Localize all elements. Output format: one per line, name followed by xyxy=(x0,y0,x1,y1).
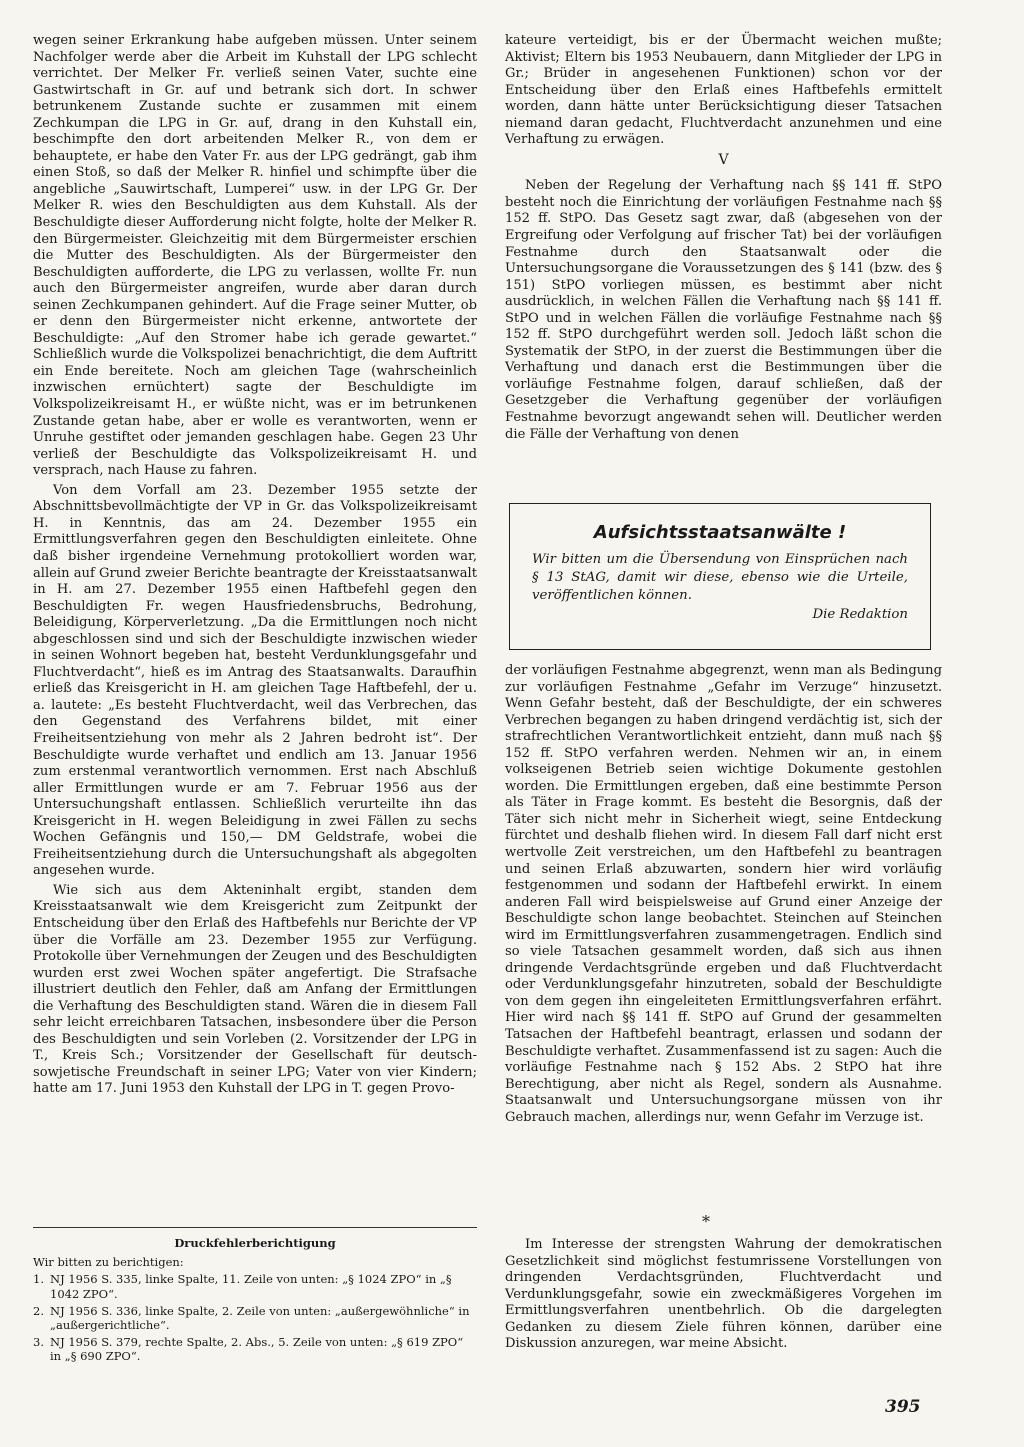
errata-item-number: 3. xyxy=(33,1335,44,1350)
paragraph: der vorläufigen Festnahme abgegrenzt, wenn man als Bedingung zur vorläufigen Festnahme „Gefahr im Verzuge“ hinzusetzt. Wenn Gefahr besteht, daß der Beschuldigte, der ein schweres Verbrechen begangen zu haben dringend verdächtig ist, sich der strafrechtlichen Verantwortlichkeit entzieht, dann muß nach §§ 152 ff. StPO verfahren werden. Nehmen wir an, in einem volkseigenen Betrieb seien wichtige Dokumente gestohlen worden. Die Ermittlungen ergeben, daß eine bestimmte Person als Täter in Frage kommt. Es besteht die Besorgnis, daß der Täter sich nicht mehr in Sicherheit wiegt, seine Entdeckung fürchtet und deshalb fliehen wird. In diesem Fall darf nicht erst wertvolle Zeit verstreichen, um den Haftbefehl zu beantragen und seinen Erlaß abzuwarten, sondern hier wird vorläufig festgenommen und sodann der Haftbefehl erwirkt. In einem anderen Fall wird beispielsweise auf Grund einer Anzeige der Beschuldigte schon lange beobachtet. Steinchen auf Steinchen wird im Ermittlungsverfahren zusammengetragen. Endlich sind so viele Tatsachen gesammelt worden, daß sich aus ihnen dringende Verdachtsgründe ergeben und daß Fluchtverdacht oder Verdunklungsgefahr hinzutreten, sobald der Beschuldigte von dem gegen ihn eingeleiteten Ermittlungsverfahren erfährt. Hier wird nach §§ 141 ff. StPO auf Grund der gesammelten Tatsachen der Haftbefehl beantragt, erlassen und sodann der Beschuldigte verhaftet. Zusammenfassend ist zu sagen: Auch die vorläufige Festnahme nach § 152 Abs. 2 StPO hat ihre Berechtigung, aber nicht als Regel, sondern als Ausnahme. Staatsanwalt und Untersuchungsorgane müssen von ihr Gebrauch machen, allerdings nur, wenn Gefahr im Verzuge ist. xyxy=(505,663,942,1125)
notice-box xyxy=(509,503,931,650)
paragraph: Im Interesse der strengsten Wahrung der demokratischen Gesetzlichkeit sind möglichst festumrissene Vorstellungen von dringenden Verdachtsgründen, Fluchtverdacht und Verdunklungsgefahr, sowie ein zweckmäßigeres Vorgehen im Ermittlungsverfahren unentbehrlich. Ob die dargelegten Gedanken zu diesem Ziele führen können, darüber eine Diskussion anzuregen, war meine Absicht. xyxy=(505,1237,942,1352)
paragraph: Wie sich aus dem Akteninhalt ergibt, standen dem Kreisstaatsanwalt wie dem Kreisgericht zum Zeitpunkt der Entscheidung über den Erlaß des Haftbefehls nur Berichte der VP über die Vorfälle am 23. Dezember 1955 zur Verfügung. Protokolle über Vernehmungen der Zeugen und des Beschuldigten wurden erst zwei Wochen später angefertigt. Die Strafsache illustriert deutlich den Fehler, daß am Anfang der Ermittlungen die Verhaftung des Beschuldigten stand. Wären die in diesem Fall sehr leicht erreichbaren Tatsachen, insbesondere über die Person des Beschuldigten und sein Vorleben (2. Vorsitzender der LPG in T., Kreis Sch.; Vorsitzender der Gesellschaft für deutsch-sowjetische Freundschaft in seiner LPG; Vater von vier Kindern; hatte am 17. Juni 1953 den Kuhstall der LPG in T. gegen Provo- xyxy=(33,882,477,1097)
errata-divider xyxy=(33,1227,477,1228)
closing-paragraph-block xyxy=(505,1237,942,1353)
errata-item-text: NJ 1956 S. 335, linke Spalte, 11. Zeile von unten: „§ 1024 ZPO“ in „§ 1042 ZPO“. xyxy=(50,1272,452,1301)
notice-title: Aufsichtsstaatsanwälte ! xyxy=(593,522,847,543)
right-column-top xyxy=(505,33,942,443)
errata-item xyxy=(33,1272,477,1300)
errata-intro: Wir bitten zu berichtigen: xyxy=(33,1255,184,1270)
notice-signature: Die Redaktion xyxy=(812,607,908,622)
errata-item xyxy=(33,1335,477,1363)
errata-item xyxy=(33,1304,477,1332)
errata-item-number: 1. xyxy=(33,1272,44,1287)
notice-body: Wir bitten um die Übersendung von Einsprüchen nach § 13 StAG, damit wir diese, ebenso wie die Urteile, veröffentlichen können. xyxy=(532,552,908,603)
right-column-bottom xyxy=(505,663,942,1126)
errata-title: Druckfehlerberichtigung xyxy=(174,1236,336,1250)
paragraph: Von dem Vorfall am 23. Dezember 1955 setzte der Abschnittsbevollmächtigte der VP in Gr. das Volkspolizeikreisamt H. in Kenntnis, das am 24. Dezember 1955 ein Ermittlungsverfahren gegen den Beschuldigten einleitete. Ohne daß bisher irgendeine Vernehmung protokolliert worden war, allein auf Grund zweier Berichte beantragte der Kreisstaatsanwalt in H. am 27. Dezember 1955 einen Haftbefehl gegen den Beschuldigten Fr. wegen Hausfriedensbruchs, Bedrohung, Beleidigung, Körperverletzung. „Da die Ermittlungen noch nicht abgeschlossen sind und sich der Beschuldigte inzwischen wieder in seinen Wohnort begeben hat, besteht Verdunklungsgefahr und Fluchtverdacht“, hieß es im Antrag des Staatsanwalts. Daraufhin erließ das Kreisgericht in H. am gleichen Tage Haftbefehl, der u. a. lautete: „Es besteht Fluchtverdacht, weil das Verbrechen, das den Gegenstand des Verfahrens bildet, mit einer Freiheitsentziehung von mehr als 2 Jahren bedroht ist“. Der Beschuldigte wurde verhaftet und endlich am 13. Januar 1956 zum erstenmal verantwortlich vernommen. Erst nach Abschluß aller Ermittlungen wurde er am 7. Februar 1956 aus der Untersuchungshaft entlassen. Schließlich verurteilte ihn das Kreisgericht in H. wegen Beleidigung in zwei Fällen zu sechs Wochen Gefängnis und 150,— DM Geldstrafe, wobei die Freiheitsentziehung durch die Untersuchungshaft als abgegolten angesehen wurde. xyxy=(33,482,477,879)
errata-list xyxy=(33,1272,477,1363)
errata-item-number: 2. xyxy=(33,1303,44,1318)
page-number: 395 xyxy=(885,1397,921,1417)
errata-item-text: NJ 1956 S. 336, linke Spalte, 2. Zeile von unten: „außergewöhnliche“ in „außergerichtliche“. xyxy=(50,1303,470,1333)
section-heading: V xyxy=(718,151,729,168)
errata-item-text: NJ 1956 S. 379, rechte Spalte, 2. Abs., 5. Zeile von unten: „§ 619 ZPO“ in „§ 690 ZPO“. xyxy=(50,1335,464,1364)
left-column xyxy=(33,33,477,1098)
paragraph: wegen seiner Erkrankung habe aufgeben müssen. Unter seinem Nachfolger werde aber die Arbeit im Kuhstall der LPG schlecht verrichtet. Der Melker Fr. verließ seinen Vater, suchte eine Gastwirtschaft in Gr. auf und betrank sich dort. In schwer betrunkenem Zustande suchte er zusammen mit einem Zechkumpan die LPG in Gr. auf, drang in den Kuhstall ein, beschimpfte den dort arbeitenden Melker R., von dem er behauptete, er habe den Vater Fr. aus der LPG gedrängt, gab ihm einen Stoß, so daß der Melker R. hinfiel und schimpfte über die angebliche „Sauwirtschaft, Lumperei“ usw. in der LPG Gr. Der Melker R. wies den Beschuldigten aus dem Kuhstall. Als der Beschuldigte dieser Aufforderung nicht folgte, holte der Melker R. den Bürgermeister. Gleichzeitig mit dem Bürgermeister erschien die Mutter des Beschuldigten. Als der Bürgermeister den Beschuldigten aufforderte, die LPG zu verlassen, wollte Fr. nun auch den Bürgermeister angreifen, wurde aber daran durch seinen Zechkumpanen gehindert. Auf die Frage seiner Mutter, ob er denn den Bürgermeister nicht erkenne, antwortete der Beschuldigte: „Auf den Stromer habe ich gerade gewartet.“ Schließlich wurde die Volkspolizei benachrichtigt, die dem Auftritt ein Ende bereitete. Noch am gleichen Tage (wahrscheinlich inzwischen ernüchtert) sagte der Beschuldigte im Volkspolizeikreisamt H., er wüßte nicht, was er im betrunkenen Zustande getan habe, aber er wolle es verantworten, wenn er Unruhe gestiftet oder jemanden geschlagen habe. Gegen 23 Uhr verließ der Beschuldigte das Volkspolizeikreisamt H. und versprach, nach Hause zu fahren. xyxy=(33,33,477,479)
errata-section xyxy=(33,1236,477,1367)
paragraph: Neben der Regelung der Verhaftung nach §§ 141 ff. StPO besteht noch die Einrichtung der vorläufigen Festnahme nach §§ 152 ff. StPO. Das Gesetz sagt zwar, daß (abgesehen von der Ergreifung oder Verfolgung auf frischer Tat) bei der vorläufigen Festnahme durch den Staatsanwalt oder die Untersuchungsorgane die Voraussetzungen des § 141 (bzw. des § 151) StPO vorliegen müssen, es bestimmt aber nicht ausdrücklich, in welchen Fällen die Verhaftung nach §§ 141 ff. StPO und in welchen Fällen die vorläufige Festnahme nach §§ 152 ff. StPO durchgeführt werden soll. Jedoch läßt schon die Systematik der StPO, in der zuerst die Bestimmungen über die Verhaftung und danach erst die Bestimmungen über die vorläufige Festnahme folgen, darauf schließen, daß der Gesetzgeber die Verhaftung gegenüber der vorläufigen Festnahme bevorzugt angewandt sehen will. Deutlicher werden die Fälle der Verhaftung von denen xyxy=(505,178,942,442)
section-separator: * xyxy=(702,1212,710,1231)
paragraph: kateure verteidigt, bis er der Übermacht weichen mußte; Aktivist; Eltern bis 1953 Neubauern, dann Mitglieder der LPG in Gr.; Brüder in angesehenen Funktionen) schon vor der Entscheidung über den Erlaß eines Haftbefehls ermittelt worden, dann hätte unter Berücksichtigung dieser Tatsachen niemand daran gedacht, Fluchtverdacht anzunehmen und eine Verhaftung zu erwägen. xyxy=(505,33,942,148)
